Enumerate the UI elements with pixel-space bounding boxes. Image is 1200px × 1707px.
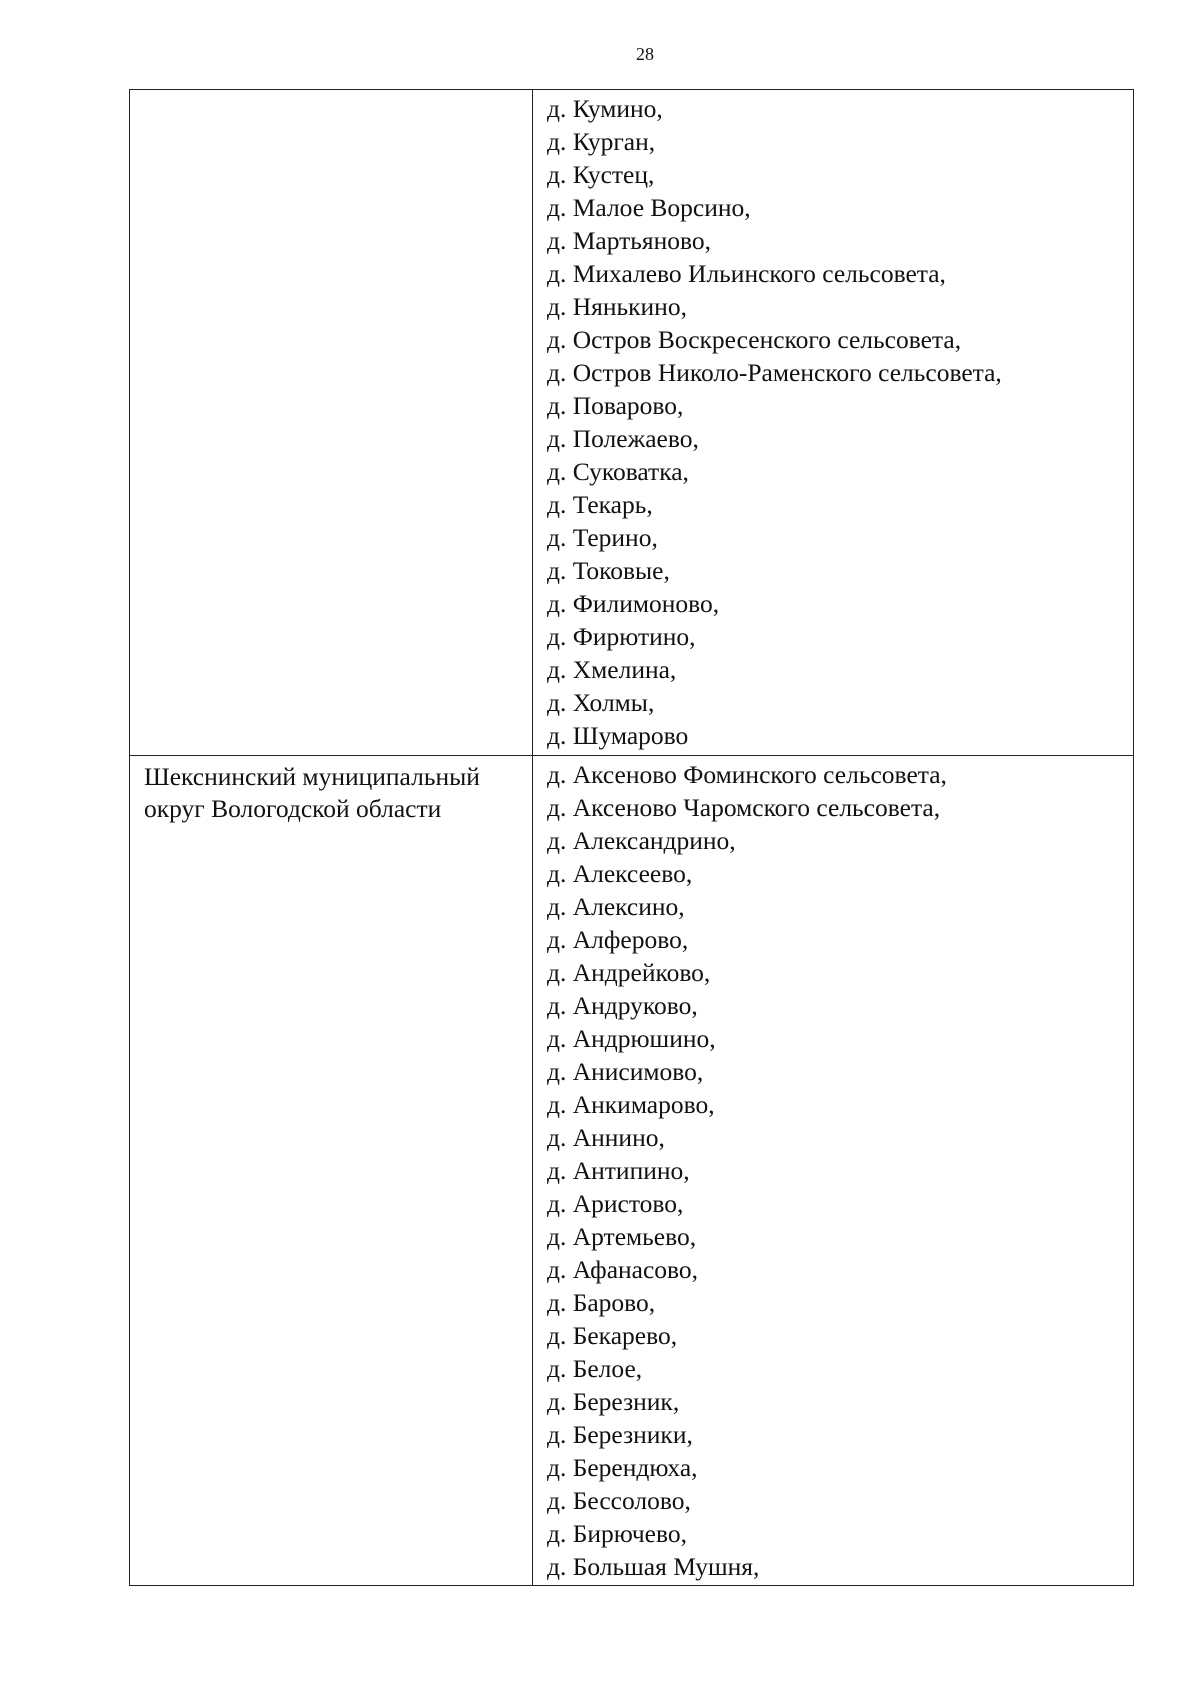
settlement-item: д. Остров Николо-Раменского сельсовета, [547, 358, 1002, 387]
settlement-item: д. Малое Ворсино, [547, 193, 751, 222]
table-row [130, 90, 1134, 756]
district-cell [130, 90, 533, 756]
settlement-item: д. Антипино, [547, 1156, 690, 1185]
settlement-item: д. Терино, [547, 523, 658, 552]
settlement-item: д. Алексеево, [547, 859, 693, 888]
settlement-item: д. Бессолово, [547, 1486, 691, 1515]
settlement-item: д. Фирютино, [547, 622, 696, 651]
settlements-table [129, 89, 1134, 1586]
settlement-item: д. Андруково, [547, 991, 698, 1020]
settlement-item: д. Михалево Ильинского сельсовета, [547, 259, 946, 288]
settlement-item: д. Остров Воскресенского сельсовета, [547, 325, 962, 354]
settlement-item: д. Мартьяново, [547, 226, 712, 255]
district-name: Шекснинский муниципальный округ Вологодской области [144, 762, 480, 823]
settlement-item: д. Бекарево, [547, 1321, 678, 1350]
settlement-item: д. Берендюха, [547, 1453, 698, 1482]
settlement-item: д. Хмелина, [547, 655, 677, 684]
settlement-item: д. Шумарово [547, 721, 689, 750]
settlement-item: д. Андрюшино, [547, 1024, 716, 1053]
settlements-cell [533, 756, 1134, 1586]
settlement-item: д. Алферово, [547, 925, 689, 954]
settlement-item: д. Аристово, [547, 1189, 684, 1218]
settlement-item: д. Артемьево, [547, 1222, 697, 1251]
settlement-item: д. Текарь, [547, 490, 653, 519]
settlement-item: д. Аннино, [547, 1123, 665, 1152]
settlements-cell [533, 90, 1134, 756]
settlement-list [547, 758, 1127, 1583]
settlement-item: д. Курган, [547, 127, 656, 156]
settlement-item: д. Суковатка, [547, 457, 689, 486]
settlement-item: д. Аксеново Фоминского сельсовета, [547, 760, 947, 789]
page-number: 28 [636, 44, 654, 64]
settlement-item: д. Анисимово, [547, 1057, 704, 1086]
settlement-item: д. Александрино, [547, 826, 736, 855]
settlement-item: д. Поварово, [547, 391, 684, 420]
settlement-item: д. Холмы, [547, 688, 655, 717]
settlement-item: д. Березники, [547, 1420, 693, 1449]
settlement-item: д. Анкимарово, [547, 1090, 715, 1119]
settlement-item: д. Полежаево, [547, 424, 699, 453]
settlement-item: д. Аксеново Чаромского сельсовета, [547, 793, 941, 822]
settlement-item: д. Афанасово, [547, 1255, 699, 1284]
settlement-item: д. Филимоново, [547, 589, 720, 618]
district-cell [130, 756, 533, 1586]
table-row [130, 756, 1134, 1586]
settlement-item: д. Березник, [547, 1387, 680, 1416]
settlement-item: д. Алексино, [547, 892, 685, 921]
settlement-item: д. Белое, [547, 1354, 643, 1383]
settlement-list [547, 92, 1127, 752]
settlement-item: д. Токовые, [547, 556, 670, 585]
settlement-item: д. Нянькино, [547, 292, 687, 321]
settlement-item: д. Барово, [547, 1288, 656, 1317]
settlement-item: д. Кумино, [547, 94, 663, 123]
settlement-item: д. Андрейково, [547, 958, 711, 987]
settlement-item: д. Бирючево, [547, 1519, 687, 1548]
settlement-item: д. Большая Мушня, [547, 1552, 760, 1581]
settlement-item: д. Кустец, [547, 160, 655, 189]
